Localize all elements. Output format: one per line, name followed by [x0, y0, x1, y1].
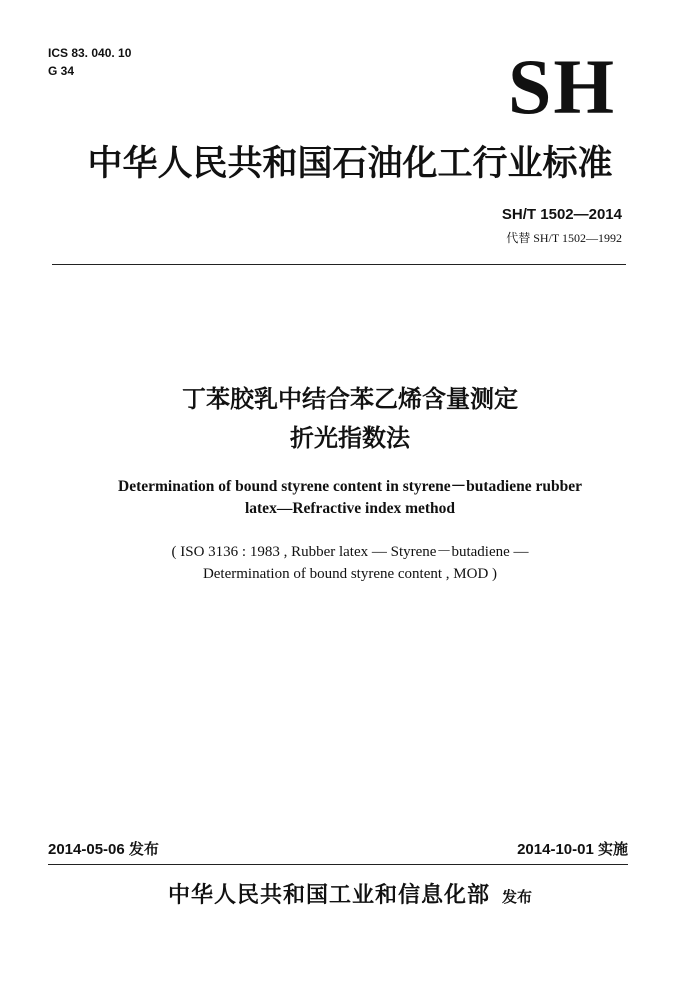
english-title-line-1: Determination of bound styrene content in styrene－butadiene rubber [118, 478, 582, 495]
publisher-name: 中华人民共和国工业和信息化部 [167, 883, 490, 908]
publisher-line [0, 878, 700, 909]
english-title-line-2: latex—Refractive index method [244, 500, 456, 517]
chinese-title-line-1: 丁苯胶乳中结合苯乙烯含量测定 [182, 385, 518, 413]
standard-type-title: 中华人民共和国石油化工行业标准 [87, 144, 613, 184]
chinese-title-line-2: 折光指数法 [290, 424, 410, 452]
publish-label: 发布 [502, 888, 533, 906]
issue-date: 2014-05-06 发布 [48, 841, 159, 858]
implementation-date: 2014-10-01 实施 [517, 841, 628, 858]
top-divider [52, 264, 626, 265]
iso-reference-line-1: ( ISO 3136 : 1983 , Rubber latex — Styrene－butadiene — [171, 544, 529, 560]
bottom-divider [48, 864, 628, 865]
sh-logo: SH [508, 43, 617, 130]
ics-code-block [48, 44, 131, 80]
iso-reference-line-2: Determination of bound styrene content , MOD ) [202, 566, 498, 582]
standard-number: SH/T 1502—2014 [501, 206, 622, 223]
replaces-standard: 代替 SH/T 1502—1992 [506, 231, 622, 245]
classification-code: G 34 [48, 64, 75, 78]
ics-code: ICS 83. 040. 10 [48, 46, 132, 60]
